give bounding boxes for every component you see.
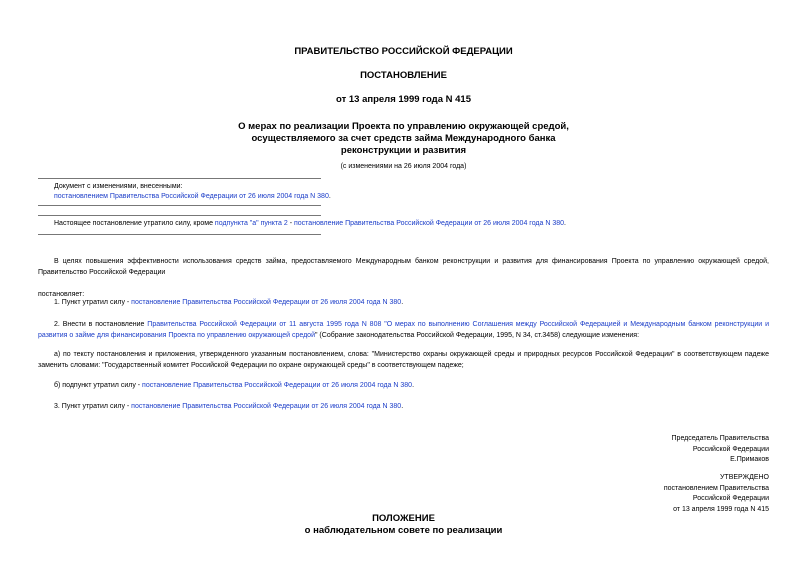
paragraph-2-link[interactable]: Правительства Российской Федерации от 11 августа 1995 года N 808 "О мерах по выполнению Соглашения между Российской Федерацией и Международным банком реконструкции и развития о займе для финансирования Проекта по управлению окружающей средой [38,321,769,339]
amended-line [54,192,331,202]
punctuation: . [412,382,415,389]
divider [38,178,321,179]
paragraph-2 [38,320,769,341]
divider [38,215,321,216]
document-subject [0,121,807,157]
approval-by: постановлением Правительства [663,484,769,492]
subparagraph-b-text: б) подпункт утратил силу - [54,382,143,389]
punctuation: . [328,193,331,200]
paragraph-1 [38,298,769,309]
expired-link-decree[interactable]: постановление Правительства Российской Федерации от 26 июля 2004 года N 380 [294,220,565,227]
expired-note [54,219,566,229]
regulation-subtitle: о наблюдательном совете по реализации [304,525,503,536]
changes-note: (с изменениями на 26 июля 2004 года) [340,163,467,170]
expired-link-subparagraph[interactable]: подпункта "а" пункта 2 [214,220,288,227]
subparagraph-b [38,381,769,392]
regulation-title: ПОЛОЖЕНИЕ [372,513,435,524]
subparagraph-a: а) по тексту постановления и приложения, утвержденного указанным постановлением, слова: "Министерство охраны окружающей среды и природных ресурсов Российской Федерации" в соответствующем падеже заменить словами: "Государственный комитет Российской Федерации по охране окружающей среды" в соответствующем падеже; [38,351,769,369]
punctuation: . [564,220,566,227]
dash: - [287,220,294,227]
document-type: ПОСТАНОВЛЕНИЕ [360,70,447,81]
subparagraph-b-link[interactable]: постановление Правительства Российской Федерации от 26 июля 2004 года N 380 [142,382,413,389]
subject-line-1: О мерах по реализации Проекта по управлению окружающей средой, [238,121,569,132]
paragraph-1-text: 1. Пункт утратил силу - [54,299,132,306]
paragraph-2-text: 2. Внести в постановление [54,321,148,328]
amended-link[interactable]: постановлением Правительства Российской Федерации от 26 июля 2004 года N 380 [54,193,329,200]
approval-title: УТВЕРЖДЕНО [719,474,769,481]
punctuation: . [401,403,404,410]
approval-country: Российской Федерации [692,495,769,502]
amended-note [54,182,331,202]
subject-line-2: осуществляемого за счет средств займа Международного банка [251,133,556,144]
intro-paragraph: В целях повышения эффективности использования средств займа, предоставляемого Международным банком реконструкции и развития для финансирования Проекта по управлению окружающей средой, Правительство Российской Федерации [38,258,769,276]
punctuation: . [401,299,404,306]
signature-country: Российской Федерации [692,445,769,453]
signature-position: Председатель Правительства [671,435,769,442]
approval-date: от 13 апреля 1999 года N 415 [673,505,769,513]
divider [38,205,321,206]
government-title: ПРАВИТЕЛЬСТВО РОССИЙСКОЙ ФЕДЕРАЦИИ [294,46,513,57]
paragraph-1-link[interactable]: постановление Правительства Российской Федерации от 26 июля 2004 года N 380 [131,299,402,306]
paragraph-3-link[interactable]: постановление Правительства Российской Федерации от 26 июля 2004 года N 380 [131,403,402,410]
signature-name: Е.Примаков [730,456,769,463]
approval-block [664,473,769,515]
document-date-number: от 13 апреля 1999 года N 415 [336,94,471,105]
amended-label: Документ с изменениями, внесенными: [54,183,183,190]
paragraph-3 [38,402,769,413]
subject-line-3: реконструкции и развития [340,145,467,156]
signature-block [672,434,769,466]
paragraph-2-suffix: " (Собрание законодательства Российской Федерации, 1995, N 34, ст.3458) следующие изменения: [315,331,640,339]
decrees-line: постановляет: [38,291,85,298]
divider [38,234,321,235]
expired-text: Настоящее постановление утратило силу, кроме [54,220,215,227]
paragraph-3-text: 3. Пункт утратил силу - [54,403,132,410]
